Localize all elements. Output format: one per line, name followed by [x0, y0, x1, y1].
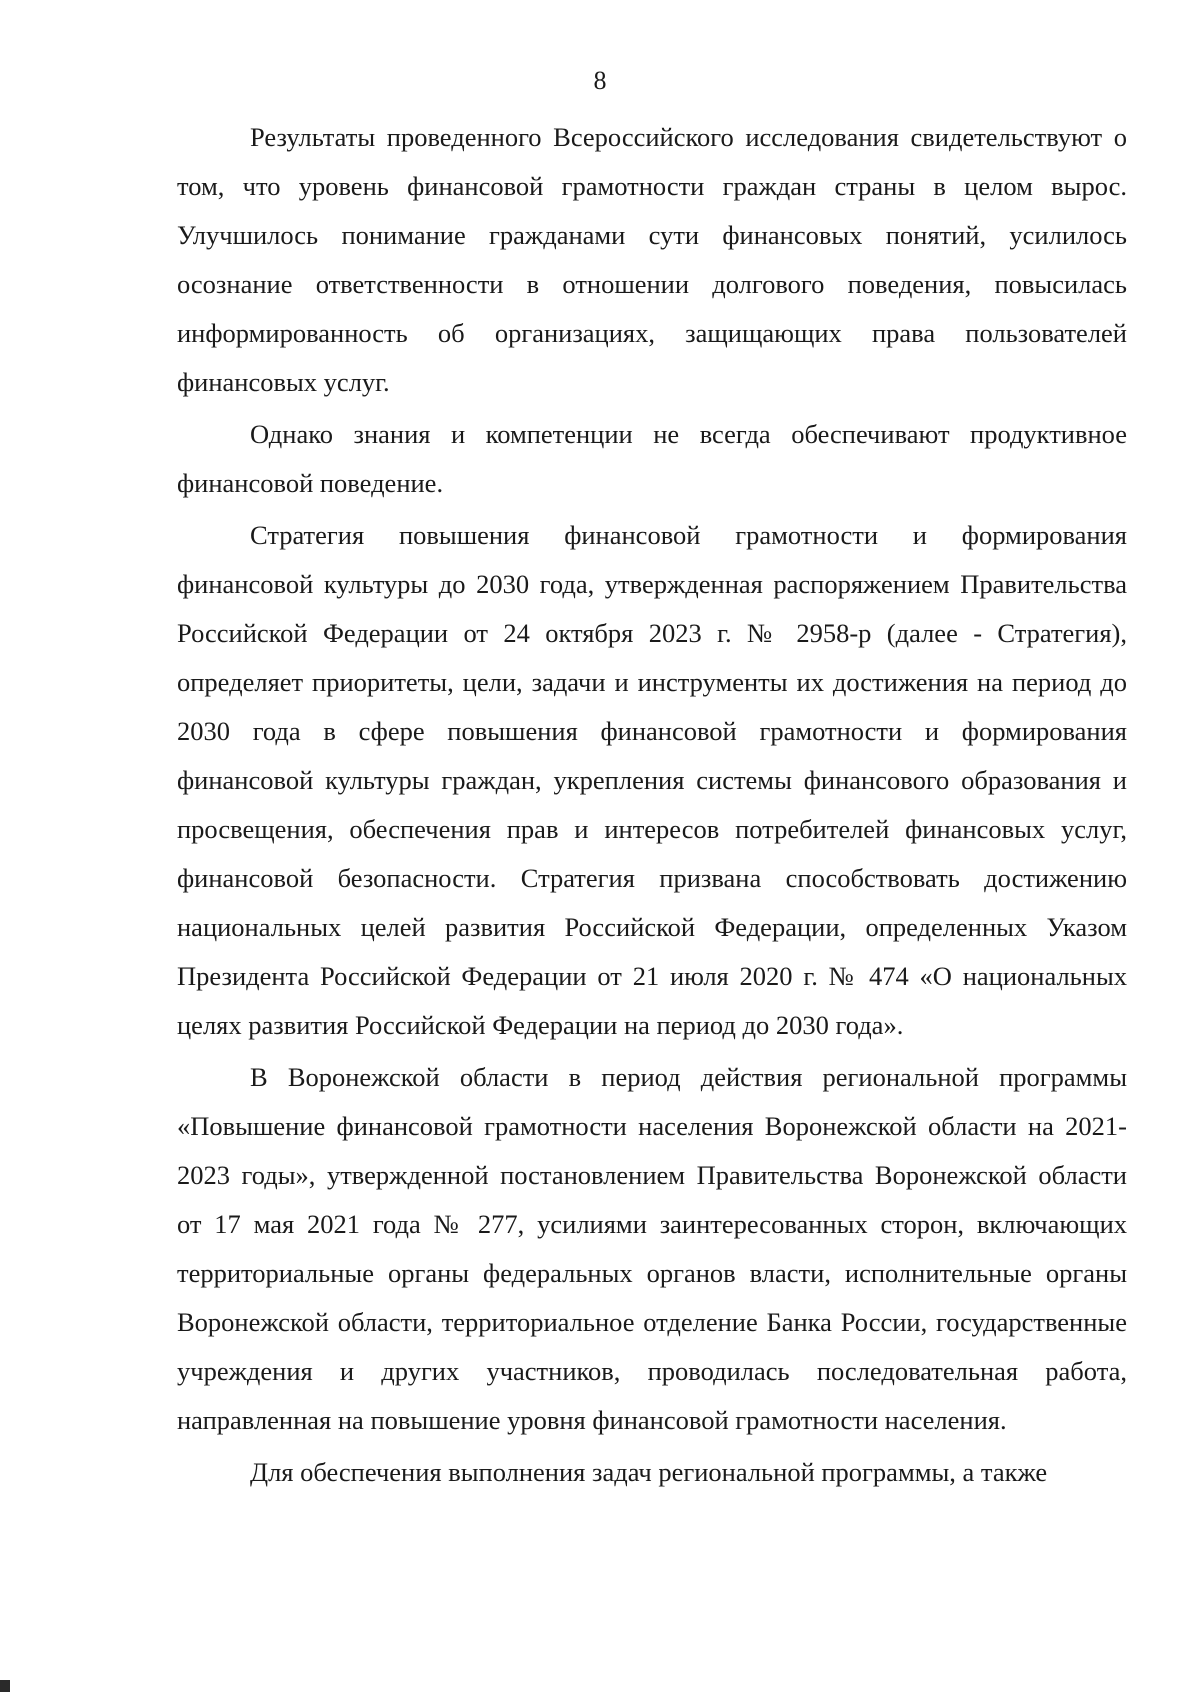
paragraph-survey-results: Результаты проведенного Всероссийского исследования свидетельствуют о том, что уровень финансовой грамотности граждан страны в целом вырос. Улучшилось понимание гражданами сути финансовых понятий, усилилось осознание ответственности в отношении долгового поведения, повысилась информированность об организациях, защищающих права пользователей финансовых услуг.: [177, 122, 1127, 397]
page-number: 8: [593, 66, 607, 95]
paragraph-program-tasks: Для обеспечения выполнения задач региональной программы, а также: [250, 1457, 1048, 1487]
paragraph-voronezh-program: В Воронежской области в период действия региональной программы «Повышение финансовой грамотности населения Воронежской области на 2021-2023 годы», утвержденной постановлением Правительства Воронежской области от 17 мая 2021 года № 277, усилиями заинтересованных сторон, включающих территориальные органы федеральных органов власти, исполнительные органы Воронежской области, территориальное отделение Банка России, государственные учреждения и других участников, проводилась последовательная работа, направленная на повышение уровня финансовой грамотности населения.: [177, 1062, 1127, 1435]
document-body: [177, 113, 1127, 1497]
paragraph-knowledge-competence: Однако знания и компетенции не всегда обеспечивают продуктивное финансовой поведение.: [177, 419, 1127, 498]
paragraph-strategy-2030: Стратегия повышения финансовой грамотности и формирования финансовой культуры до 2030 года, утвержденная распоряжением Правительства Российской Федерации от 24 октября 2023 г. № 2958-р (далее - Стратегия), определяет приоритеты, цели, задачи и инструменты их достижения на период до 2030 года в сфере повышения финансовой грамотности и формирования финансовой культуры граждан, укрепления системы финансового образования и просвещения, обеспечения прав и интересов потребителей финансовых услуг, финансовой безопасности. Стратегия призвана способствовать достижению национальных целей развития Российской Федерации, определенных Указом Президента Российской Федерации от 21 июля 2020 г. № 474 «О национальных целях развития Российской Федерации на период до 2030 года».: [177, 520, 1127, 1040]
scan-edge-mark: [0, 1680, 10, 1692]
